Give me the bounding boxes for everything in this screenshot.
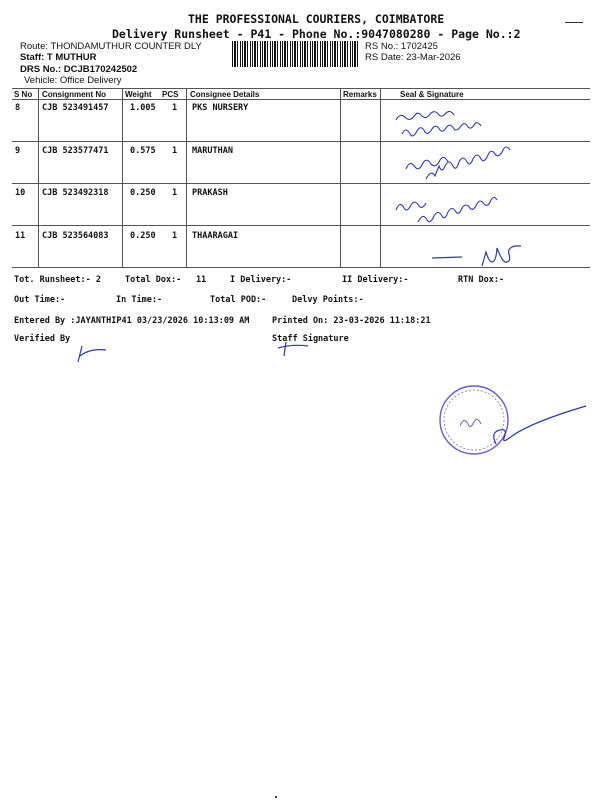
row-pcs: 1	[172, 231, 178, 241]
rs-date: RS Date: 23-Mar-2026	[365, 52, 461, 63]
staff-signature-label: Staff Signature	[272, 334, 349, 344]
handwritten-signature-row10	[392, 190, 532, 226]
office-stamp	[436, 382, 596, 462]
row-consignment: CJB 523492318	[42, 188, 109, 198]
ii-delivery: II Delivery:-	[342, 275, 409, 285]
col-weight: Weight	[125, 90, 152, 99]
row-consignee: THAARAGAI	[192, 231, 239, 241]
row-pcs: 1	[172, 146, 178, 156]
col-consignee: Consignee Details	[190, 90, 260, 99]
row-sno: 8	[15, 103, 21, 113]
total-dox-label: Total Dox:-	[125, 275, 182, 285]
i-delivery: I Delivery:-	[230, 275, 292, 285]
col-seal-signature: Seal & Signature	[400, 90, 464, 99]
row-weight: 1.005	[130, 103, 156, 113]
row-consignee: PKS NURSERY	[192, 103, 249, 113]
row-weight: 0.250	[130, 188, 156, 198]
staff-text: Staff: T MUTHUR	[20, 52, 97, 63]
col-remarks: Remarks	[343, 90, 377, 99]
rtn-dox: RTN Dox:-	[458, 275, 505, 285]
tot-runsheet: Tot. Runsheet:- 2	[14, 275, 101, 285]
row-consignment: CJB 523564083	[42, 231, 109, 241]
corner-dash	[565, 22, 583, 23]
row-weight: 0.575	[130, 146, 156, 156]
row-pcs: 1	[172, 103, 178, 113]
verified-by-signature	[70, 338, 120, 366]
handwritten-signature-row11	[432, 238, 528, 272]
in-time: In Time:-	[116, 295, 163, 305]
col-sno: S No	[14, 90, 33, 99]
row-consignment: CJB 523577471	[42, 146, 109, 156]
row-weight: 0.250	[130, 231, 156, 241]
printed-on: Printed On: 23-03-2026 11:18:21	[272, 316, 431, 326]
col-consignment: Consignment No	[42, 90, 106, 99]
total-dox-value: 11	[196, 275, 207, 285]
row-sno: 10	[15, 188, 26, 198]
handwritten-signature-row8	[392, 108, 522, 140]
row-consignee: MARUTHAN	[192, 146, 233, 156]
runsheet-title: Delivery Runsheet - P41 - Phone No.:9047080280 - Page No.:2	[112, 27, 521, 41]
row-consignee: PRAKASH	[192, 188, 228, 198]
route-text: Route: THONDAMUTHUR COUNTER DLY	[20, 41, 202, 52]
staff-signature-mark	[272, 336, 322, 360]
page-speck	[275, 796, 277, 798]
out-time: Out Time:-	[14, 295, 66, 305]
row-sno: 11	[15, 231, 26, 241]
rs-number: RS No.: 1702425	[365, 41, 438, 52]
col-pcs: PCS	[162, 90, 179, 99]
row-consignment: CJB 523491457	[42, 103, 109, 113]
delvy-points: Delvy Points:-	[292, 295, 364, 305]
company-title: THE PROFESSIONAL COURIERS, COIMBATORE	[188, 12, 445, 26]
verified-by-label: Verified By	[14, 334, 71, 344]
entered-by: Entered By :JAYANTHIP41 03/23/2026 10:13:09 AM	[14, 316, 250, 326]
vehicle-text: Vehicle: Office Delivery	[24, 75, 122, 86]
row-sno: 9	[15, 146, 21, 156]
drs-text: DRS No.: DCJB170242502	[20, 64, 138, 75]
handwritten-signature-row9	[402, 145, 552, 183]
total-pod: Total POD:-	[210, 295, 267, 305]
row-pcs: 1	[172, 188, 178, 198]
barcode-image	[232, 41, 360, 67]
